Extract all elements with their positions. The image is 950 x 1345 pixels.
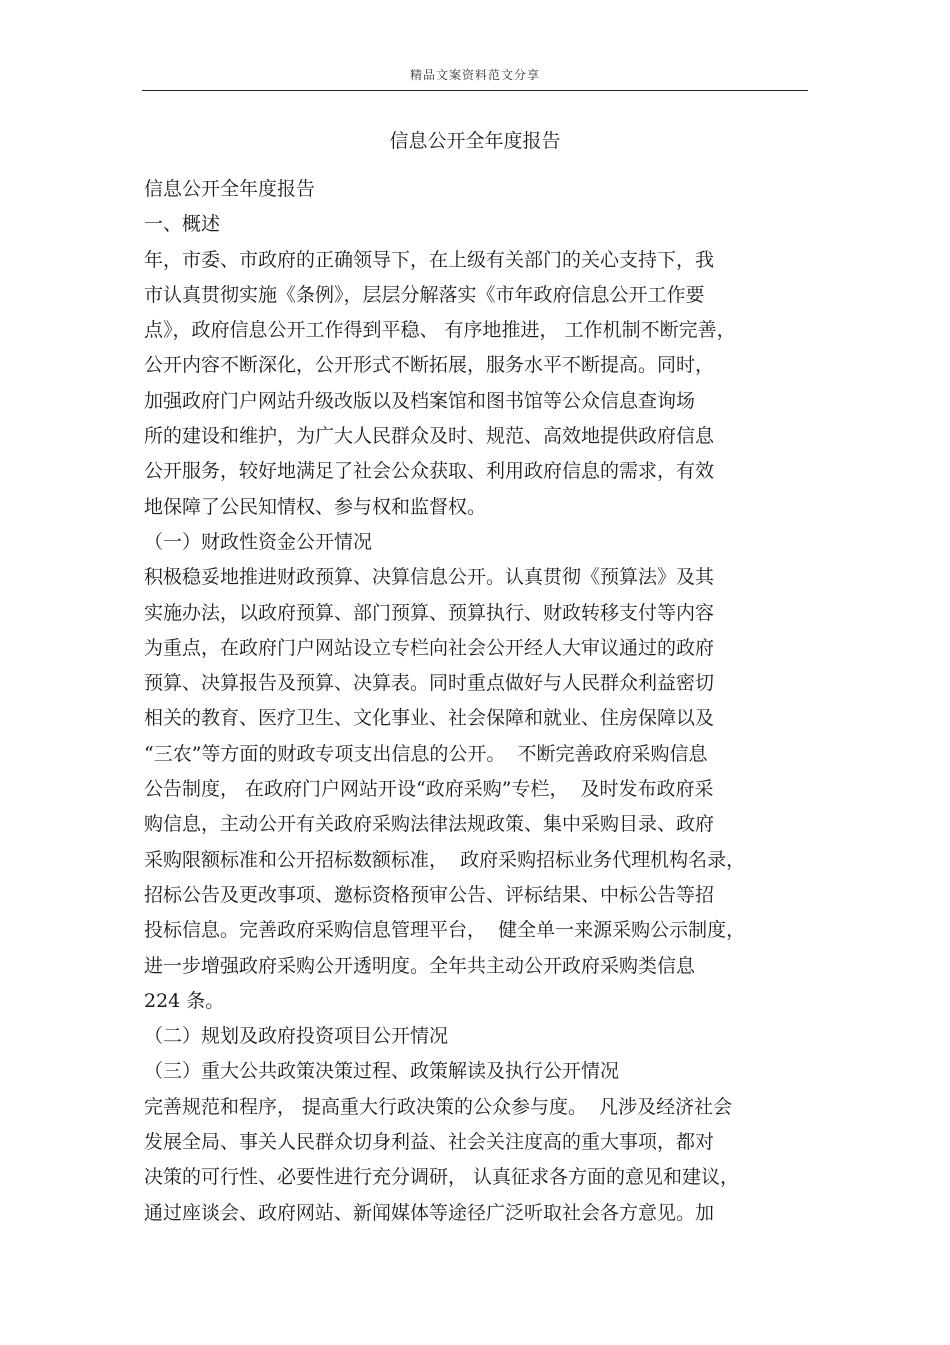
body-line: 采购限额标准和公开招标数额标准， 政府采购招标业务代理机构名录， <box>144 848 746 871</box>
body-line: 为重点，在政府门户网站设立专栏向社会公开经人大审议通过的政府 <box>144 636 715 659</box>
body-line: 进一步增强政府采购公开透明度。全年共主动公开政府采购类信息 <box>144 954 696 977</box>
body-line: 信息公开全年度报告 <box>144 178 316 200</box>
body-line: “三农”等方面的财政专项支出信息的公开。 不断完善政府采购信息 <box>144 742 708 765</box>
section-heading: （一）财政性资金公开情况 <box>144 530 373 553</box>
body-line: 相关的教育、医疗卫生、文化事业、社会保障和就业、住房保障以及 <box>144 707 715 730</box>
body-line: 招标公告及更改事项、邀标资格预审公告、评标结果、中标公告等招 <box>144 883 715 906</box>
body-line: 公告制度， 在政府门户网站开设“政府采购”专栏， 及时发布政府采 <box>144 778 714 801</box>
body-line: 积极稳妥地推进财政预算、决算信息公开。认真贯彻《预算法》及其 <box>144 566 715 589</box>
document-title: 信息公开全年度报告 <box>389 130 561 152</box>
body-line: 年，市委、市政府的正确领导下，在上级有关部门的关心支持下，我 <box>144 248 715 271</box>
body-line: 点》，政府信息公开工作得到平稳、 有序地推进， 工作机制不断完善， <box>144 319 736 342</box>
body-line: 公开内容不断深化，公开形式不断拓展，服务水平不断提高。同时， <box>144 354 715 377</box>
body-line: 所的建设和维护，为广大人民群众及时、规范、高效地提供政府信息 <box>144 425 715 448</box>
body-line: 市认真贯彻实施《条例》，层层分解落实《市年政府信息公开工作要 <box>144 283 705 306</box>
header-divider <box>142 90 808 91</box>
body-line: 投标信息。完善政府采购信息管理平台， 健全单一来源采购公示制度， <box>144 919 746 942</box>
page-header-text: 精品文案资料范文分享 <box>409 68 540 82</box>
body-line: 完善规范和程序， 提高重大行政决策的公众参与度。 凡涉及经济社会 <box>144 1095 733 1118</box>
section-heading: （二）规划及政府投资项目公开情况 <box>144 1025 449 1048</box>
body-line: 购信息，主动公开有关政府采购法律法规政策、集中采购目录、政府 <box>144 813 715 836</box>
document-body <box>144 172 814 1231</box>
body-line: 加强政府门户网站升级改版以及档案馆和图书馆等公众信息查询场 <box>144 389 696 412</box>
section-heading: （三）重大公共政策决策过程、政策解读及执行公开情况 <box>144 1060 620 1083</box>
body-line: 224 条。 <box>144 989 225 1012</box>
body-line: 一、概述 <box>144 213 221 236</box>
body-line: 通过座谈会、政府网站、新闻媒体等途径广泛听取社会各方意见。加 <box>144 1201 715 1224</box>
body-line: 预算、决算报告及预算、决算表。同时重点做好与人民群众利益密切 <box>144 672 715 695</box>
body-line: 实施办法，以政府预算、部门预算、预算执行、财政转移支付等内容 <box>144 601 715 624</box>
body-line: 发展全局、事关人民群众切身利益、社会关注度高的重大事项，都对 <box>144 1131 715 1154</box>
body-line: 地保障了公民知情权、参与权和监督权。 <box>144 495 487 518</box>
body-line: 决策的可行性、必要性进行充分调研， 认真征求各方面的意见和建议， <box>144 1166 740 1189</box>
body-line: 公开服务，较好地满足了社会公众获取、利用政府信息的需求，有效 <box>144 460 715 483</box>
